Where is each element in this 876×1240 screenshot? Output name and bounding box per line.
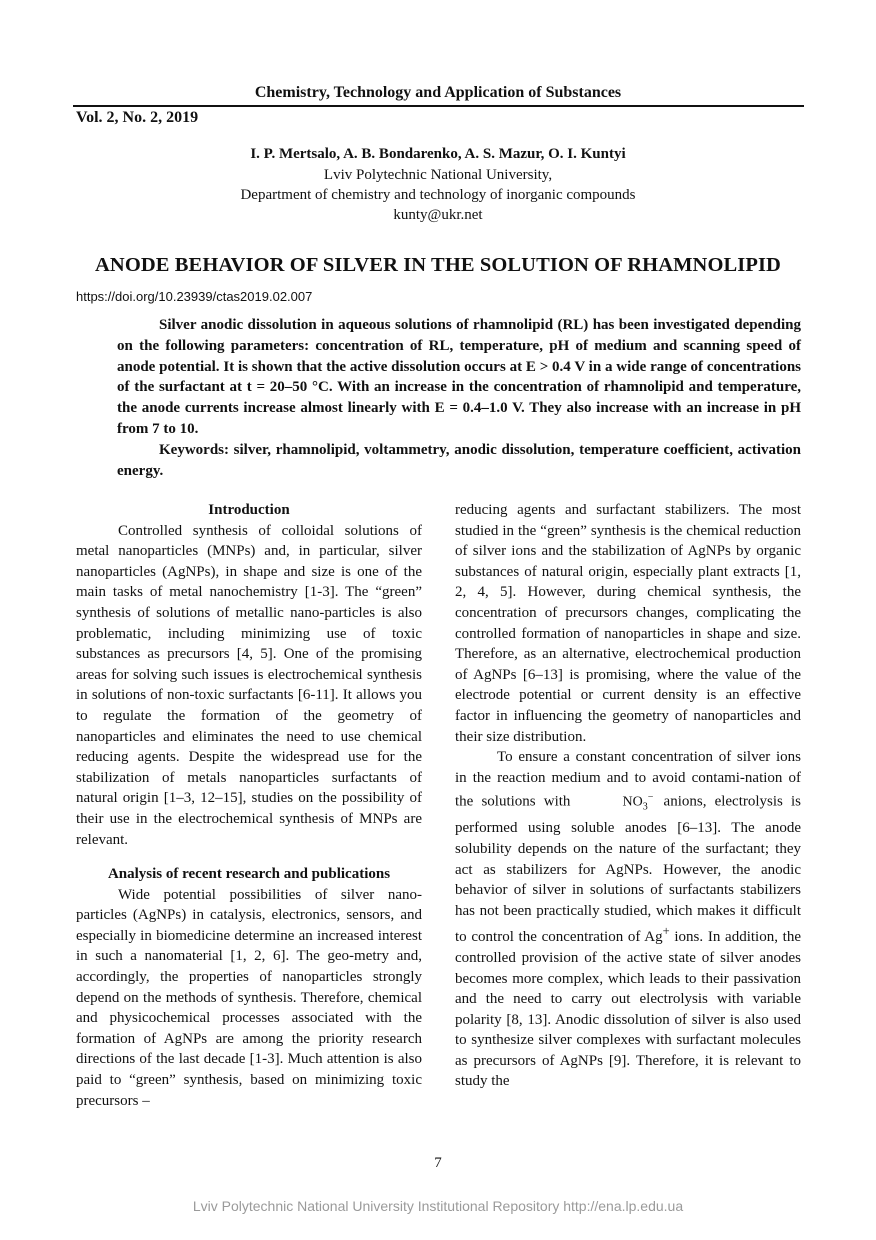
abstract-text: Silver anodic dissolution in aqueous solutions of rhamnolipid (RL) has been investigated depending on the following parameters: concentration of RL, temperature, pH of medium and scanning speed of anode potential. It is shown that the active dissolution occurs at E > 0.4 V in a wide range of concentrations of the surfactant at t = 20–50 °C. With an increase in the concentration of rhamnolipid and temperature, the anode currents increase almost linearly with E = 0.4–1.0 V. They also increase with an increase in pH from 7 to 10. — [117, 317, 801, 437]
page-number: 7 — [434, 1155, 442, 1171]
keywords: Keywords: silver, rhamnolipid, voltammetry, anodic dissolution, temperature coefficient, activation energy. — [117, 441, 801, 479]
left-column — [76, 500, 422, 1111]
analysis-heading: Analysis of recent research and publications — [107, 866, 391, 883]
affiliation-university: Lviv Polytechnic National University, — [323, 167, 553, 183]
doi-link[interactable]: https://doi.org/10.23939/ctas2019.02.007 — [76, 289, 313, 304]
introduction-paragraph: Controlled synthesis of colloidal solutions of metal nanoparticles (MNPs) and, in particular, silver nanoparticles (AgNPs), in shape and size is one of the main tasks of metal nanochemistry [1-3]. The “green” synthesis of solutions of metallic nano-particles is also problematic, including minimizing use of toxic substances as precursors [4, 5]. One of the promising areas for solving such issues is electrochemical synthesis in solutions of non-toxic surfactants [6-11]. It allows you to regulate the formation of the geometry of nanoparticles and eliminates the need to use chemical reducing agents. Despite the widespread use for the stabilization of metals nanoparticles surfactants of natural origin [1–3, 12–15], studies on the possibility of their use in the electrochemical synthesis of MNPs are relevant. — [76, 522, 422, 848]
affiliation-department: Department of chemistry and technology of inorganic compounds — [240, 187, 636, 203]
silver-ion-charge: + — [662, 924, 670, 939]
author-email[interactable]: kunty@ukr.net — [393, 207, 483, 223]
header-rule — [73, 105, 804, 107]
paper-title: ANODE BEHAVIOR OF SILVER IN THE SOLUTION OF RHAMNOLIPID — [95, 254, 781, 276]
anode-text-mid: anions, electrolysis is performed using soluble anodes [6–13]. The anode solubility depends on the nature of the surfactant; they act as stabilizers for AgNPs. However, the anodic behavior of silver in solutions of surfactants stabilizers has not been practically studied, which makes it difficult to control the concentration of Ag — [455, 793, 802, 946]
anode-text-before: To ensure a constant concentration of silver ions in the reaction medium and to avoid contami-nation of the solutions with — [455, 749, 801, 810]
introduction-heading: Introduction — [208, 502, 290, 518]
nitrate-formula: $NO_3^-$ — [622, 792, 654, 813]
anode-paragraph — [455, 747, 801, 1092]
abstract — [117, 315, 801, 481]
volume-label: Vol. 2, No. 2, 2019 — [76, 109, 199, 126]
journal-title: Chemistry, Technology and Application of Substances — [254, 84, 622, 101]
continued-paragraph: reducing agents and surfactant stabilizers. The most studied in the “green” synthesis is the chemical reduction of silver ions and the stabilization of AgNPs by organic substances of natural origin, especially plant extracts [1, 2, 4, 5]. However, during chemical synthesis, the concentration of precursors changes, complicating the controlled formation of nanoparticles in shape and size. Therefore, as an alternative, electrochemical production of AgNPs [6–13] is promising, where the value of the electrode potential or current density is an effective factor in influencing the geometry of nanoparticles and their size distribution. — [455, 502, 801, 745]
right-column — [455, 500, 801, 1092]
anode-text-after: ions. In addition, the controlled provision of the active state of silver anodes becomes more complex, which leads to their passivation and the need to carry out electrolysis with variable polarity [8, 13]. Anodic dissolution of silver is also used to synthesize silver complexes with surfactant molecules as precursors of AgNPs [9]. Therefore, it is relevant to study the — [455, 929, 801, 1090]
authors: I. P. Mertsalo, A. B. Bondarenko, A. S. Mazur, O. I. Kuntyi — [250, 146, 626, 162]
analysis-paragraph: Wide potential possibilities of silver nano-particles (AgNPs) in catalysis, electronics, sensors, and especially in biomedicine determine an increased interest in such a nanomaterial [1, 2, 6]. The geo-metry and, accordingly, the properties of nanoparticles strongly depend on the methods of synthesis. Therefore, chemical and physicochemical processes associated with the formation of AgNPs are among the priority research directions of the last decade [1-3]. Much attention is also paid to “green” synthesis, based on minimizing toxic precursors – — [76, 886, 422, 1109]
repository-footer[interactable]: Lviv Polytechnic National University Institutional Repository http://ena.lp.edu.ua — [192, 1198, 684, 1214]
